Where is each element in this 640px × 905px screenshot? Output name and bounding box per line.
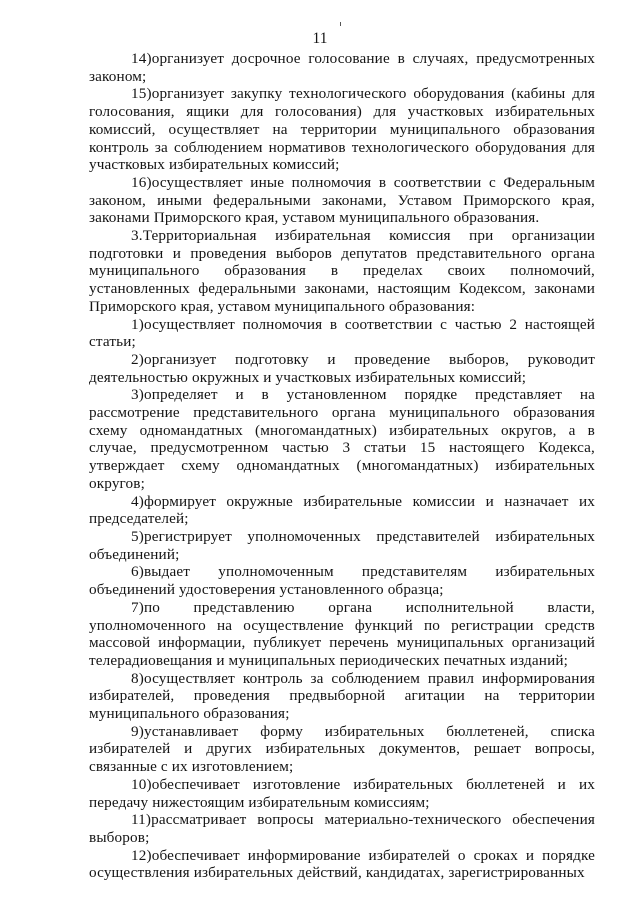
paragraph-item-6: 6)выдает уполномоченным представителям избирательных объединений удостоверения установленного образца; [89,563,595,599]
paragraph-item-8: 8)осуществляет контроль за соблюдением правил информирования избирателей, проведения предвыборной агитации на территории муниципального образования; [89,669,595,723]
paragraph-item-1: 1)осуществляет полномочия в соответствии с частью 2 настоящей статьи; [89,315,595,351]
paragraph-item-10: 10)обеспечивает изготовление избирательных бюллетеней и их передачу нижестоящим избирательным комиссиям; [89,775,595,811]
document-body [89,50,595,882]
paragraph-item-11: 11)рассматривает вопросы материально-технического обеспечения выборов; [89,811,595,846]
paragraph-item-9: 9)устанавливает форму избирательных бюллетеней, списка избирателей и других избирательных документов, решает вопросы, связанные с их изготовлением; [89,722,595,776]
page-number: 11 [312,30,328,47]
paragraph-item-3: 3)определяет и в установленном порядке представляет на рассмотрение представительного органа муниципального образования схему одномандатных (многомандатных) избирательных округов, а в случае, предусмотренном частью 3 статьи 15 настоящего Кодекса, утверждает схему одномандатных (многомандатных) избирательных округов; [89,386,595,492]
paragraph-item-14: 14)организует досрочное голосование в случаях, предусмотренных законом; [89,50,595,85]
scan-mark [340,22,341,26]
paragraph-item-7: 7)по представлению органа исполнительной власти, уполномоченного на осуществление функций по регистрации средств массовой информации, публикует перечень муниципальных организаций телерадиовещания и муниципальных периодических печатных изданий; [89,598,595,669]
paragraph-item-5: 5)регистрирует уполномоченных представителей избирательных объединений; [89,527,595,563]
paragraph-item-12: 12)обеспечивает информирование избирателей о сроках и порядке осуществления избирательных действий, кандидатах, зарегистрированных [89,846,595,882]
paragraph-part-3-intro: 3.Территориальная избирательная комиссия при организации подготовки и проведения выборов депутатов представительного органа муниципального образования в пределах своих полномочий, установленных федеральными законами, настоящим Кодексом, законами Приморского края, уставом муниципального образования: [89,227,595,315]
paragraph-item-4: 4)формирует окружные избирательные комиссии и назначает их председателей; [89,492,595,528]
paragraph-item-16: 16)осуществляет иные полномочия в соответствии с Федеральным законом, иными федеральными законами, Уставом Приморского края, законами Приморского края, уставом муниципального образования. [89,173,595,227]
paragraph-item-2: 2)организует подготовку и проведение выборов, руководит деятельностью окружных и участковых избирательных комиссий; [89,350,595,386]
paragraph-item-15: 15)организует закупку технологического оборудования (кабины для голосования, ящики для голосования) для участковых избирательных комиссий, осуществляет на территории муниципального образования контроль за соблюдением нормативов технологического оборудования для участковых избирательных комиссий; [89,85,595,174]
